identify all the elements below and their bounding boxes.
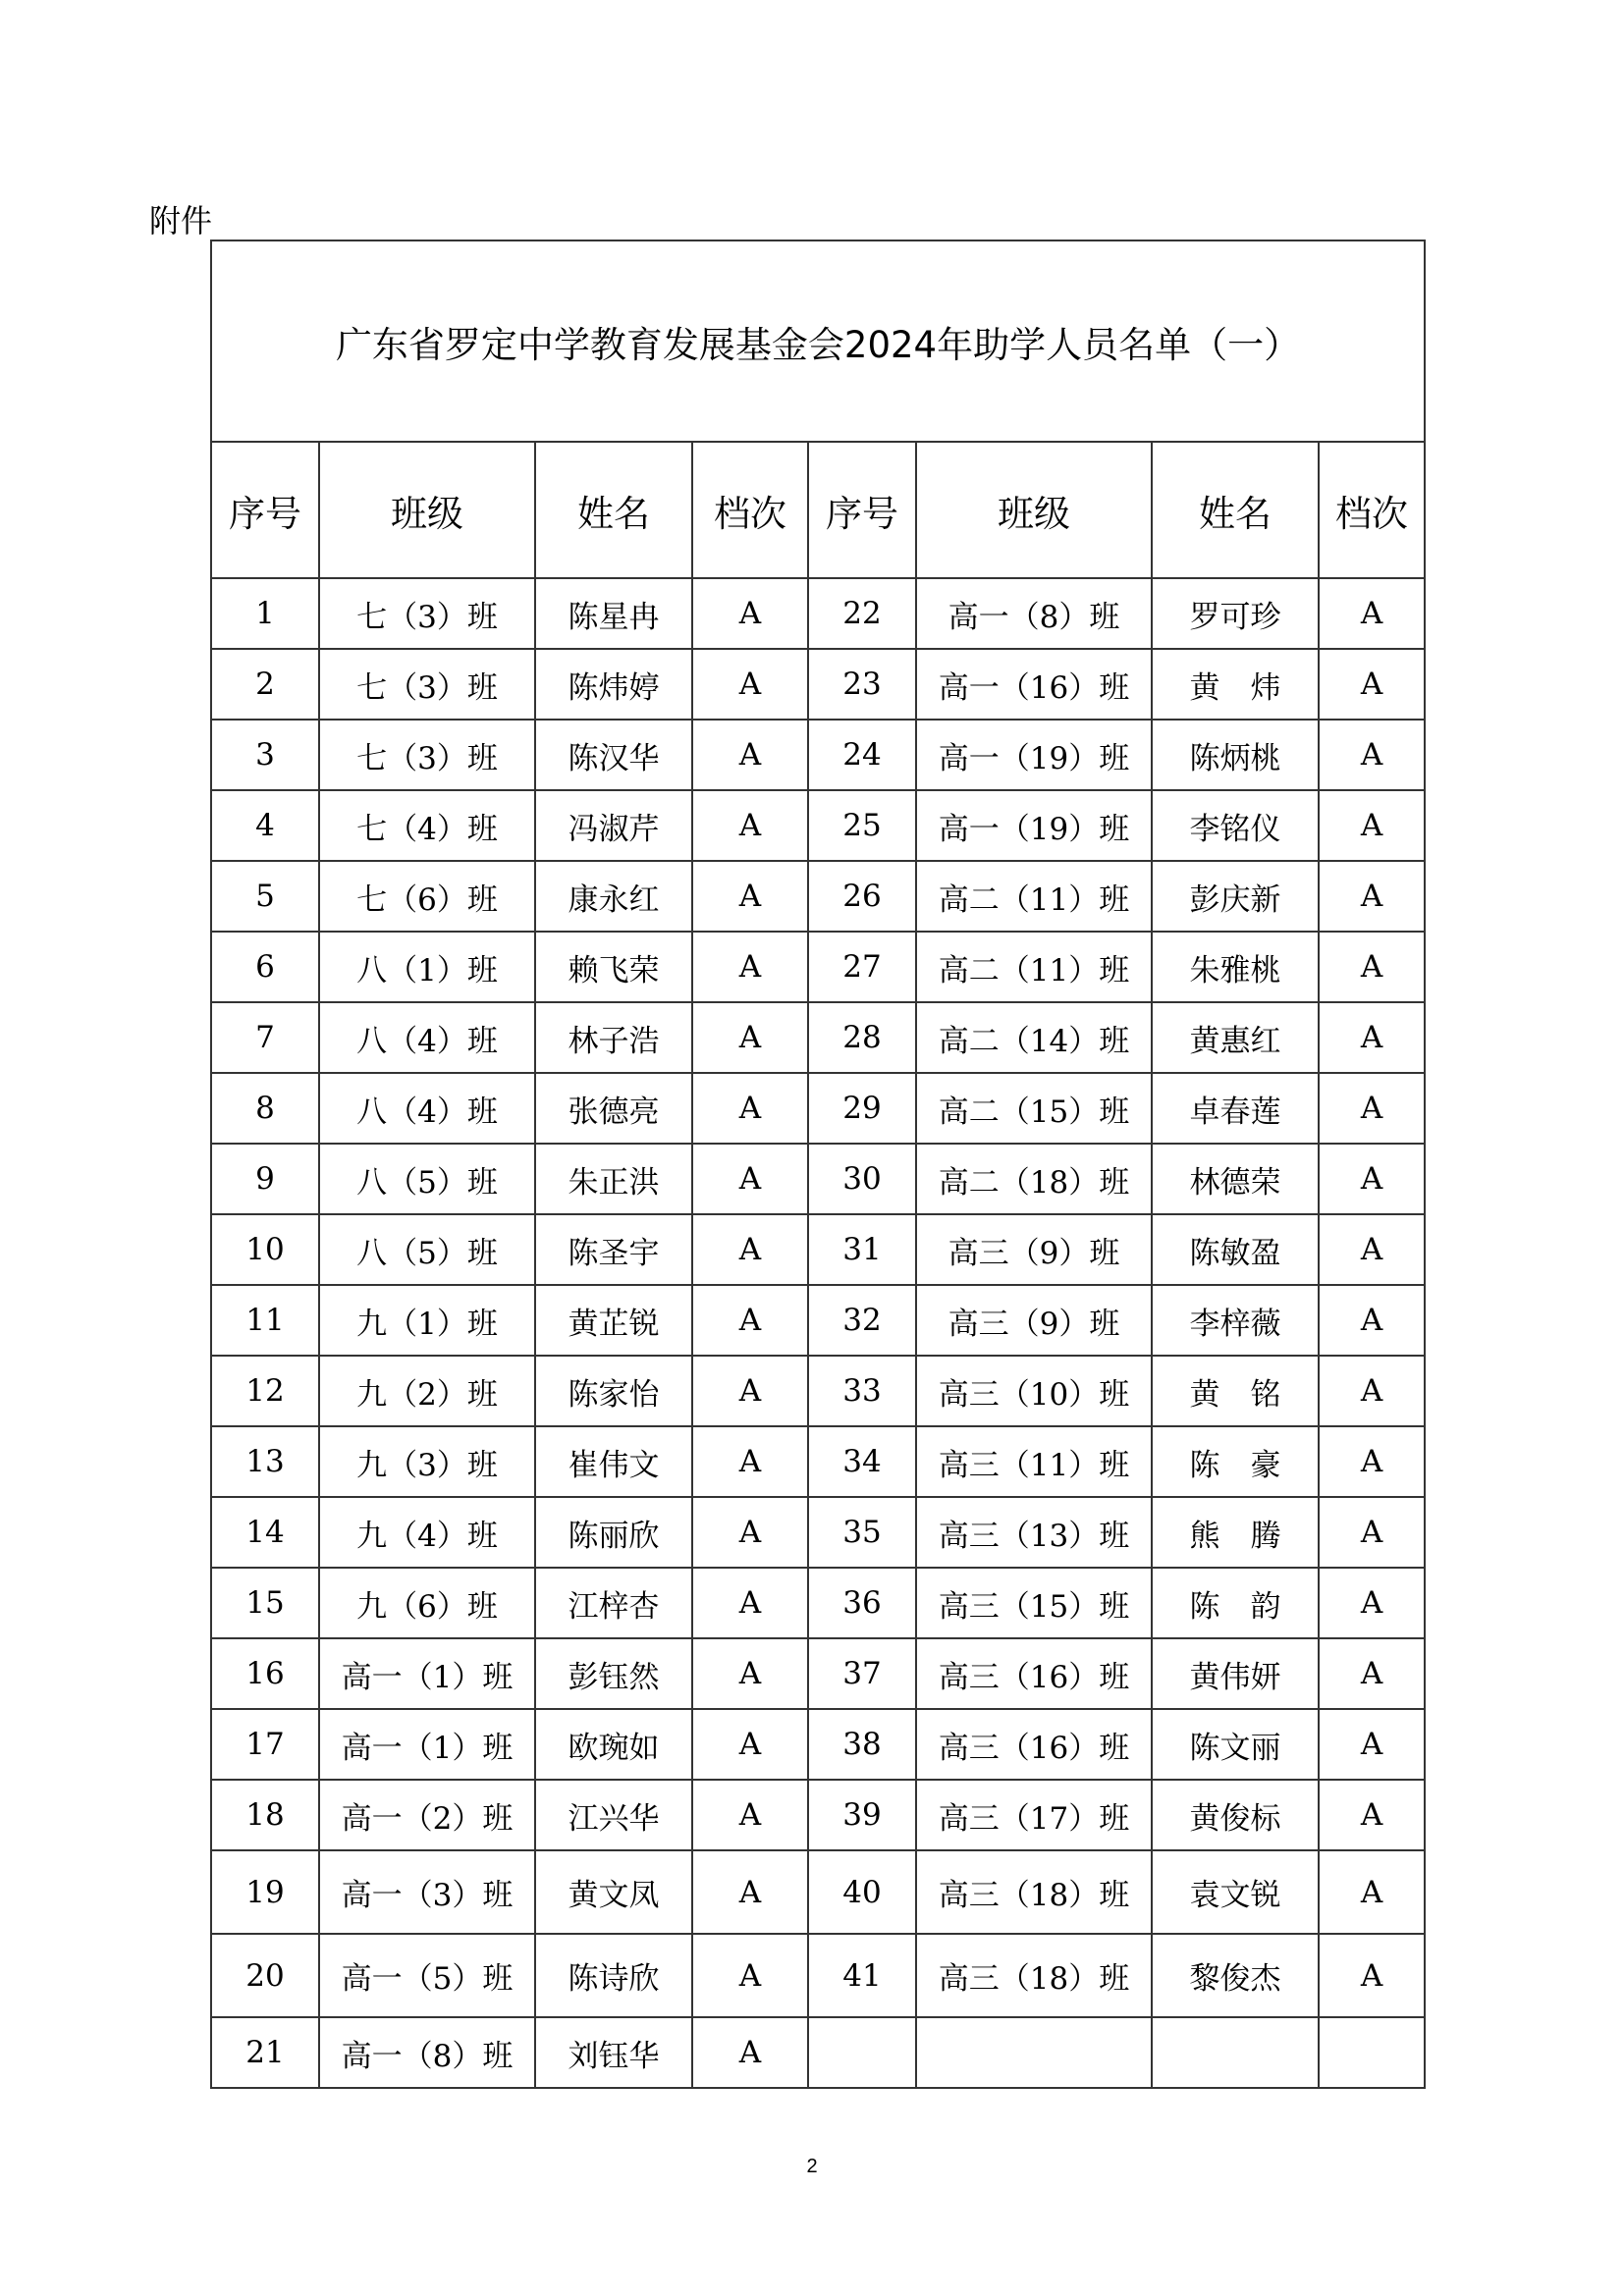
header-class: 班级 bbox=[319, 442, 535, 578]
header-grade: 档次 bbox=[1319, 442, 1425, 578]
class-cell: 高三（10）班 bbox=[916, 1356, 1152, 1426]
seq-cell: 39 bbox=[808, 1780, 916, 1850]
seq-cell: 9 bbox=[211, 1144, 319, 1214]
name-cell bbox=[1152, 2017, 1319, 2088]
name-cell: 黄俊标 bbox=[1152, 1780, 1319, 1850]
class-cell: 高三（17）班 bbox=[916, 1780, 1152, 1850]
seq-cell: 8 bbox=[211, 1073, 319, 1144]
name-cell: 李梓薇 bbox=[1152, 1285, 1319, 1356]
grade-cell: A bbox=[1319, 861, 1425, 932]
grade-cell: A bbox=[692, 861, 808, 932]
class-cell: 高一（1）班 bbox=[319, 1638, 535, 1709]
grade-cell: A bbox=[1319, 578, 1425, 649]
seq-cell: 13 bbox=[211, 1426, 319, 1497]
name-cell: 陈炜婷 bbox=[535, 649, 692, 720]
grade-cell: A bbox=[1319, 1638, 1425, 1709]
class-cell: 七（3）班 bbox=[319, 720, 535, 790]
class-cell: 高三（13）班 bbox=[916, 1497, 1152, 1568]
name-cell: 陈文丽 bbox=[1152, 1709, 1319, 1780]
table-row bbox=[211, 932, 1425, 1002]
class-cell: 高三（16）班 bbox=[916, 1709, 1152, 1780]
header-seq: 序号 bbox=[211, 442, 319, 578]
class-cell: 高一（1）班 bbox=[319, 1709, 535, 1780]
class-cell: 高三（9）班 bbox=[916, 1214, 1152, 1285]
grade-cell: A bbox=[1319, 649, 1425, 720]
table-row bbox=[211, 2017, 1425, 2088]
class-cell: 高三（15）班 bbox=[916, 1568, 1152, 1638]
seq-cell: 35 bbox=[808, 1497, 916, 1568]
name-cell: 陈 豪 bbox=[1152, 1426, 1319, 1497]
class-cell: 七（6）班 bbox=[319, 861, 535, 932]
header-row bbox=[211, 442, 1425, 578]
grade-cell: A bbox=[692, 1073, 808, 1144]
seq-cell: 6 bbox=[211, 932, 319, 1002]
grade-cell: A bbox=[692, 1780, 808, 1850]
grade-cell: A bbox=[1319, 720, 1425, 790]
class-cell: 八（5）班 bbox=[319, 1144, 535, 1214]
class-cell: 高一（5）班 bbox=[319, 1934, 535, 2017]
name-cell: 陈家怡 bbox=[535, 1356, 692, 1426]
class-cell: 七（4）班 bbox=[319, 790, 535, 861]
class-cell: 九（1）班 bbox=[319, 1285, 535, 1356]
name-cell: 黄 铭 bbox=[1152, 1356, 1319, 1426]
grade-cell: A bbox=[692, 2017, 808, 2088]
grade-cell: A bbox=[1319, 1780, 1425, 1850]
seq-cell: 36 bbox=[808, 1568, 916, 1638]
class-cell: 七（3）班 bbox=[319, 578, 535, 649]
name-cell: 陈炳桃 bbox=[1152, 720, 1319, 790]
class-cell: 高三（18）班 bbox=[916, 1850, 1152, 1934]
class-cell: 九（2）班 bbox=[319, 1356, 535, 1426]
class-cell: 七（3）班 bbox=[319, 649, 535, 720]
seq-cell: 11 bbox=[211, 1285, 319, 1356]
grade-cell: A bbox=[692, 932, 808, 1002]
name-cell: 卓春莲 bbox=[1152, 1073, 1319, 1144]
name-cell: 陈圣宇 bbox=[535, 1214, 692, 1285]
seq-cell: 34 bbox=[808, 1426, 916, 1497]
name-cell: 黎俊杰 bbox=[1152, 1934, 1319, 2017]
grade-cell: A bbox=[692, 1568, 808, 1638]
grade-cell: A bbox=[692, 1285, 808, 1356]
name-cell: 朱正洪 bbox=[535, 1144, 692, 1214]
name-cell: 朱雅桃 bbox=[1152, 932, 1319, 1002]
table-row bbox=[211, 720, 1425, 790]
seq-cell: 14 bbox=[211, 1497, 319, 1568]
name-cell: 李铭仪 bbox=[1152, 790, 1319, 861]
seq-cell: 31 bbox=[808, 1214, 916, 1285]
name-cell: 刘钰华 bbox=[535, 2017, 692, 2088]
table-row bbox=[211, 1426, 1425, 1497]
seq-cell: 12 bbox=[211, 1356, 319, 1426]
grade-cell: A bbox=[1319, 1709, 1425, 1780]
header-class: 班级 bbox=[916, 442, 1152, 578]
name-cell: 黄伟妍 bbox=[1152, 1638, 1319, 1709]
class-cell: 高一（19）班 bbox=[916, 790, 1152, 861]
header-name: 姓名 bbox=[535, 442, 692, 578]
name-cell: 黄 炜 bbox=[1152, 649, 1319, 720]
seq-cell: 18 bbox=[211, 1780, 319, 1850]
grade-cell: A bbox=[1319, 1002, 1425, 1073]
grade-cell: A bbox=[692, 578, 808, 649]
class-cell: 九（4）班 bbox=[319, 1497, 535, 1568]
header-grade: 档次 bbox=[692, 442, 808, 578]
table-row bbox=[211, 1144, 1425, 1214]
name-cell: 罗可珍 bbox=[1152, 578, 1319, 649]
class-cell: 高二（11）班 bbox=[916, 861, 1152, 932]
name-cell: 黄文凤 bbox=[535, 1850, 692, 1934]
class-cell: 高三（11）班 bbox=[916, 1426, 1152, 1497]
table-row bbox=[211, 790, 1425, 861]
seq-cell: 41 bbox=[808, 1934, 916, 2017]
grade-cell: A bbox=[1319, 1073, 1425, 1144]
class-cell: 高一（16）班 bbox=[916, 649, 1152, 720]
seq-cell: 37 bbox=[808, 1638, 916, 1709]
class-cell: 八（4）班 bbox=[319, 1073, 535, 1144]
name-cell: 林子浩 bbox=[535, 1002, 692, 1073]
seq-cell: 16 bbox=[211, 1638, 319, 1709]
name-cell: 陈诗欣 bbox=[535, 1934, 692, 2017]
grade-cell: A bbox=[692, 1850, 808, 1934]
grade-cell: A bbox=[1319, 1285, 1425, 1356]
seq-cell: 5 bbox=[211, 861, 319, 932]
name-cell: 彭钰然 bbox=[535, 1638, 692, 1709]
name-cell: 欧琬如 bbox=[535, 1709, 692, 1780]
grade-cell: A bbox=[1319, 1934, 1425, 2017]
grade-cell: A bbox=[692, 1709, 808, 1780]
name-cell: 陈 韵 bbox=[1152, 1568, 1319, 1638]
seq-cell: 4 bbox=[211, 790, 319, 861]
seq-cell: 25 bbox=[808, 790, 916, 861]
seq-cell: 40 bbox=[808, 1850, 916, 1934]
grade-cell: A bbox=[1319, 932, 1425, 1002]
seq-cell: 21 bbox=[211, 2017, 319, 2088]
header-name: 姓名 bbox=[1152, 442, 1319, 578]
roster-table bbox=[210, 240, 1426, 2089]
grade-cell: A bbox=[1319, 1850, 1425, 1934]
table-row bbox=[211, 1638, 1425, 1709]
name-cell: 江兴华 bbox=[535, 1780, 692, 1850]
name-cell: 黄惠红 bbox=[1152, 1002, 1319, 1073]
table-row bbox=[211, 1356, 1425, 1426]
table-row bbox=[211, 649, 1425, 720]
seq-cell: 24 bbox=[808, 720, 916, 790]
class-cell: 高一（8）班 bbox=[916, 578, 1152, 649]
header-seq: 序号 bbox=[808, 442, 916, 578]
name-cell: 黄芷锐 bbox=[535, 1285, 692, 1356]
table-row bbox=[211, 1934, 1425, 2017]
seq-cell bbox=[808, 2017, 916, 2088]
seq-cell: 3 bbox=[211, 720, 319, 790]
class-cell: 八（5）班 bbox=[319, 1214, 535, 1285]
table-row bbox=[211, 1285, 1425, 1356]
name-cell: 彭庆新 bbox=[1152, 861, 1319, 932]
name-cell: 赖飞荣 bbox=[535, 932, 692, 1002]
seq-cell: 33 bbox=[808, 1356, 916, 1426]
seq-cell: 1 bbox=[211, 578, 319, 649]
name-cell: 张德亮 bbox=[535, 1073, 692, 1144]
seq-cell: 10 bbox=[211, 1214, 319, 1285]
class-cell: 高一（3）班 bbox=[319, 1850, 535, 1934]
class-cell: 高一（19）班 bbox=[916, 720, 1152, 790]
seq-cell: 19 bbox=[211, 1850, 319, 1934]
grade-cell: A bbox=[1319, 1426, 1425, 1497]
grade-cell: A bbox=[692, 1356, 808, 1426]
seq-cell: 15 bbox=[211, 1568, 319, 1638]
table-row bbox=[211, 1002, 1425, 1073]
name-cell: 熊 腾 bbox=[1152, 1497, 1319, 1568]
name-cell: 陈敏盈 bbox=[1152, 1214, 1319, 1285]
grade-cell: A bbox=[692, 1002, 808, 1073]
grade-cell: A bbox=[1319, 1568, 1425, 1638]
class-cell: 九（6）班 bbox=[319, 1568, 535, 1638]
class-cell: 高一（8）班 bbox=[319, 2017, 535, 2088]
name-cell: 冯淑芹 bbox=[535, 790, 692, 861]
document-title: 广东省罗定中学教育发展基金会2024年助学人员名单（一） bbox=[211, 240, 1425, 442]
grade-cell: A bbox=[1319, 1356, 1425, 1426]
seq-cell: 30 bbox=[808, 1144, 916, 1214]
seq-cell: 28 bbox=[808, 1002, 916, 1073]
name-cell: 林德荣 bbox=[1152, 1144, 1319, 1214]
table-row bbox=[211, 1568, 1425, 1638]
table-row bbox=[211, 1497, 1425, 1568]
name-cell: 陈汉华 bbox=[535, 720, 692, 790]
class-cell: 八（1）班 bbox=[319, 932, 535, 1002]
class-cell: 高二（15）班 bbox=[916, 1073, 1152, 1144]
grade-cell: A bbox=[1319, 1144, 1425, 1214]
grade-cell bbox=[1319, 2017, 1425, 2088]
table-row bbox=[211, 861, 1425, 932]
grade-cell: A bbox=[1319, 790, 1425, 861]
class-cell: 八（4）班 bbox=[319, 1002, 535, 1073]
table-row bbox=[211, 1780, 1425, 1850]
grade-cell: A bbox=[692, 1497, 808, 1568]
name-cell: 陈丽欣 bbox=[535, 1497, 692, 1568]
class-cell: 高一（2）班 bbox=[319, 1780, 535, 1850]
table-row bbox=[211, 1214, 1425, 1285]
grade-cell: A bbox=[692, 790, 808, 861]
grade-cell: A bbox=[692, 1144, 808, 1214]
seq-cell: 22 bbox=[808, 578, 916, 649]
grade-cell: A bbox=[1319, 1497, 1425, 1568]
table-row bbox=[211, 578, 1425, 649]
seq-cell: 2 bbox=[211, 649, 319, 720]
class-cell: 九（3）班 bbox=[319, 1426, 535, 1497]
name-cell: 陈星冉 bbox=[535, 578, 692, 649]
grade-cell: A bbox=[692, 1934, 808, 2017]
class-cell: 高三（18）班 bbox=[916, 1934, 1152, 2017]
grade-cell: A bbox=[692, 1638, 808, 1709]
class-cell: 高二（18）班 bbox=[916, 1144, 1152, 1214]
class-cell bbox=[916, 2017, 1152, 2088]
seq-cell: 7 bbox=[211, 1002, 319, 1073]
table-row bbox=[211, 1850, 1425, 1934]
grade-cell: A bbox=[692, 649, 808, 720]
grade-cell: A bbox=[692, 1214, 808, 1285]
class-cell: 高二（11）班 bbox=[916, 932, 1152, 1002]
class-cell: 高二（14）班 bbox=[916, 1002, 1152, 1073]
seq-cell: 27 bbox=[808, 932, 916, 1002]
name-cell: 江梓杏 bbox=[535, 1568, 692, 1638]
seq-cell: 23 bbox=[808, 649, 916, 720]
page-number: 2 bbox=[806, 2156, 818, 2177]
grade-cell: A bbox=[692, 1426, 808, 1497]
class-cell: 高三（16）班 bbox=[916, 1638, 1152, 1709]
seq-cell: 17 bbox=[211, 1709, 319, 1780]
grade-cell: A bbox=[692, 720, 808, 790]
class-cell: 高三（9）班 bbox=[916, 1285, 1152, 1356]
grade-cell: A bbox=[1319, 1214, 1425, 1285]
name-cell: 袁文锐 bbox=[1152, 1850, 1319, 1934]
table-row bbox=[211, 1709, 1425, 1780]
seq-cell: 26 bbox=[808, 861, 916, 932]
table-row bbox=[211, 1073, 1425, 1144]
seq-cell: 29 bbox=[808, 1073, 916, 1144]
name-cell: 崔伟文 bbox=[535, 1426, 692, 1497]
name-cell: 康永红 bbox=[535, 861, 692, 932]
seq-cell: 20 bbox=[211, 1934, 319, 2017]
attachment-label: 附件 bbox=[149, 202, 213, 240]
seq-cell: 32 bbox=[808, 1285, 916, 1356]
seq-cell: 38 bbox=[808, 1709, 916, 1780]
